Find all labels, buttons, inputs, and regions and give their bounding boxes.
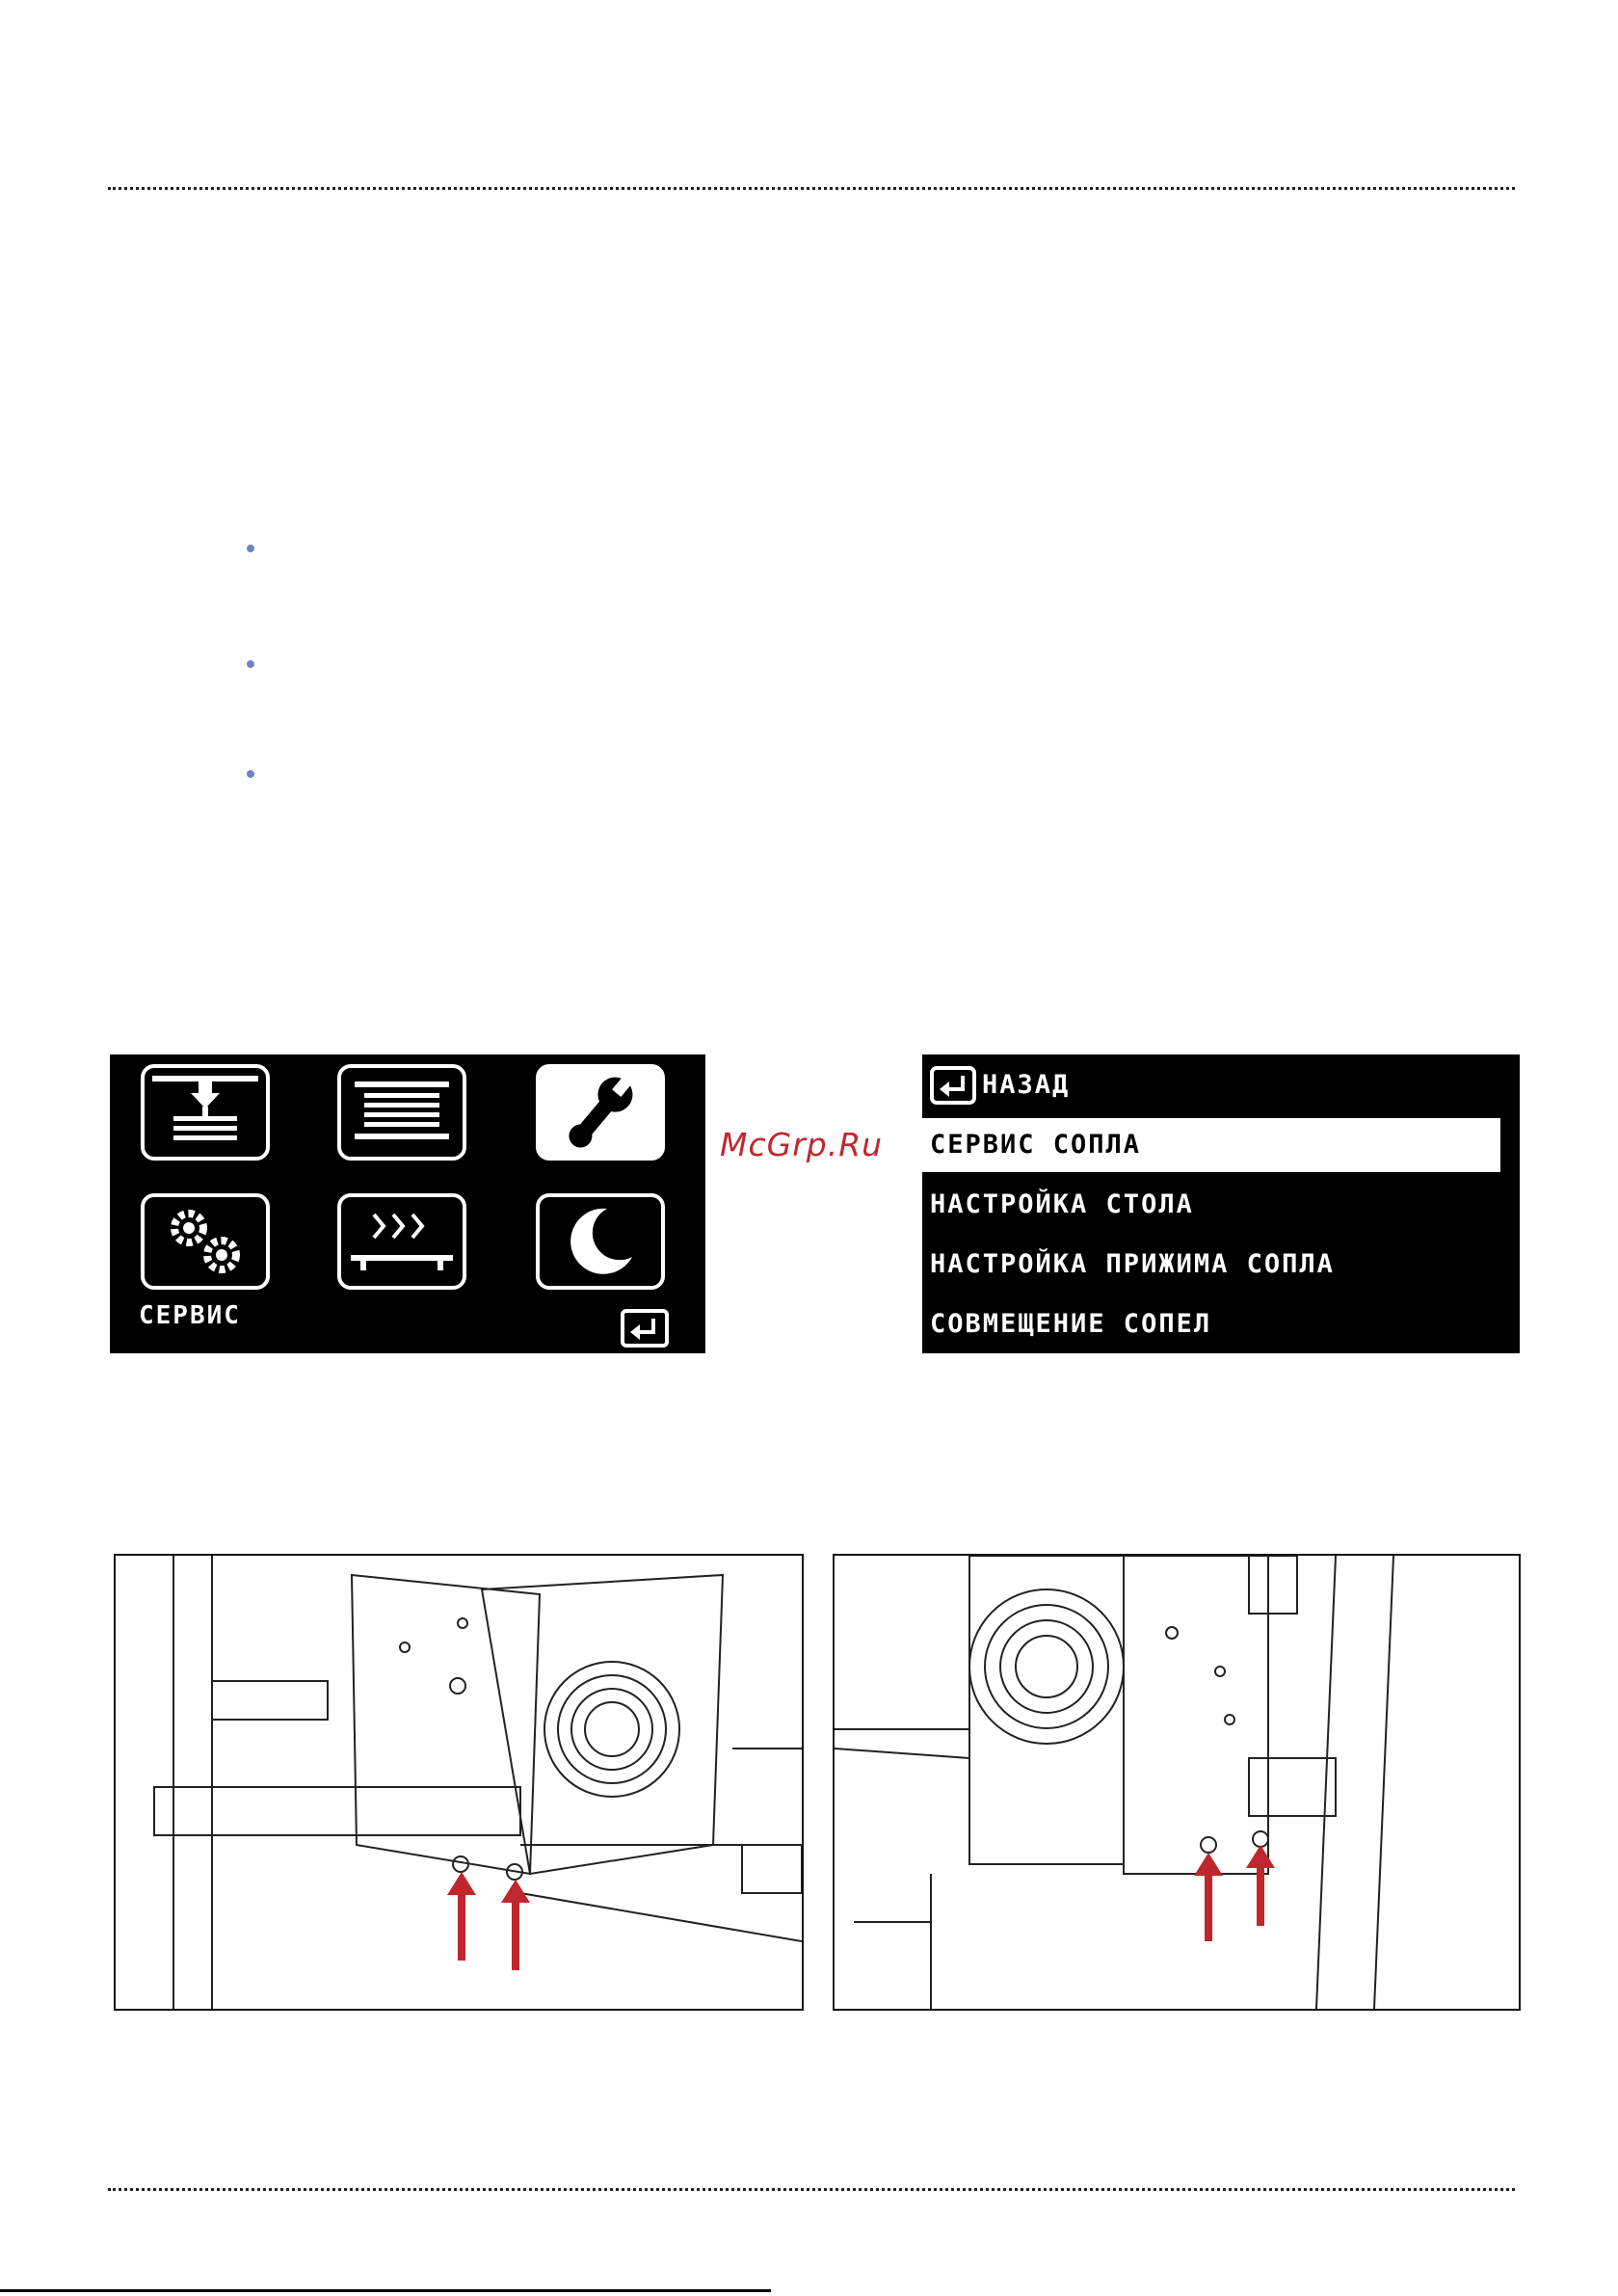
lcd-main-menu-screen	[110, 1055, 705, 1353]
print-tile[interactable]	[141, 1064, 270, 1161]
sleep-tile[interactable]	[536, 1193, 665, 1290]
settings-tile[interactable]	[141, 1193, 270, 1290]
top-dotted-rule	[108, 187, 1515, 190]
printhead-side-view-image	[835, 1556, 1519, 2009]
lcd-service-menu-screen	[922, 1055, 1520, 1353]
menu-item-label: НАЗАД	[982, 1070, 1071, 1100]
photo-front-view	[114, 1554, 804, 2011]
return-arrow-icon	[930, 1066, 976, 1105]
menu-item-back[interactable]	[922, 1058, 1500, 1112]
menu-item-nozzle-alignment[interactable]	[922, 1297, 1500, 1351]
menu-item-label: НАСТРОЙКА СТОЛА	[930, 1189, 1194, 1219]
selected-item-label: СЕРВИС	[139, 1301, 241, 1330]
print-icon	[145, 1068, 266, 1157]
bottom-dotted-rule	[108, 2188, 1515, 2191]
footer-bar	[0, 2289, 771, 2292]
watermark: McGrp.Ru	[720, 1126, 884, 1163]
back-button[interactable]	[621, 1309, 669, 1348]
menu-item-label: СОВМЕЩЕНИЕ СОПЕЛ	[930, 1309, 1212, 1339]
heat-bed-tile[interactable]	[337, 1193, 466, 1290]
wrench-icon	[540, 1068, 661, 1157]
menu-item-nozzle-service[interactable]	[922, 1118, 1500, 1172]
service-tile[interactable]	[536, 1064, 665, 1161]
bullet-marker-2	[247, 660, 254, 668]
filament-tile[interactable]	[337, 1064, 466, 1161]
bullet-marker-1	[247, 545, 254, 552]
bullet-marker-3	[247, 770, 254, 778]
menu-item-label: НАСТРОЙКА ПРИЖИМА СОПЛА	[930, 1249, 1335, 1279]
menu-item-nozzle-pressure[interactable]	[922, 1238, 1500, 1292]
return-arrow-icon	[624, 1313, 665, 1344]
heat-bed-icon	[341, 1197, 463, 1286]
menu-item-bed-setup[interactable]	[922, 1178, 1500, 1232]
menu-item-label: СЕРВИС СОПЛА	[930, 1130, 1142, 1160]
menu-scrollbar[interactable]	[1506, 1093, 1512, 1346]
printhead-front-view-image	[116, 1556, 802, 2009]
filament-icon	[341, 1068, 463, 1157]
sleep-moon-icon	[540, 1197, 661, 1286]
settings-gears-icon	[145, 1197, 266, 1286]
photo-side-view	[833, 1554, 1521, 2011]
